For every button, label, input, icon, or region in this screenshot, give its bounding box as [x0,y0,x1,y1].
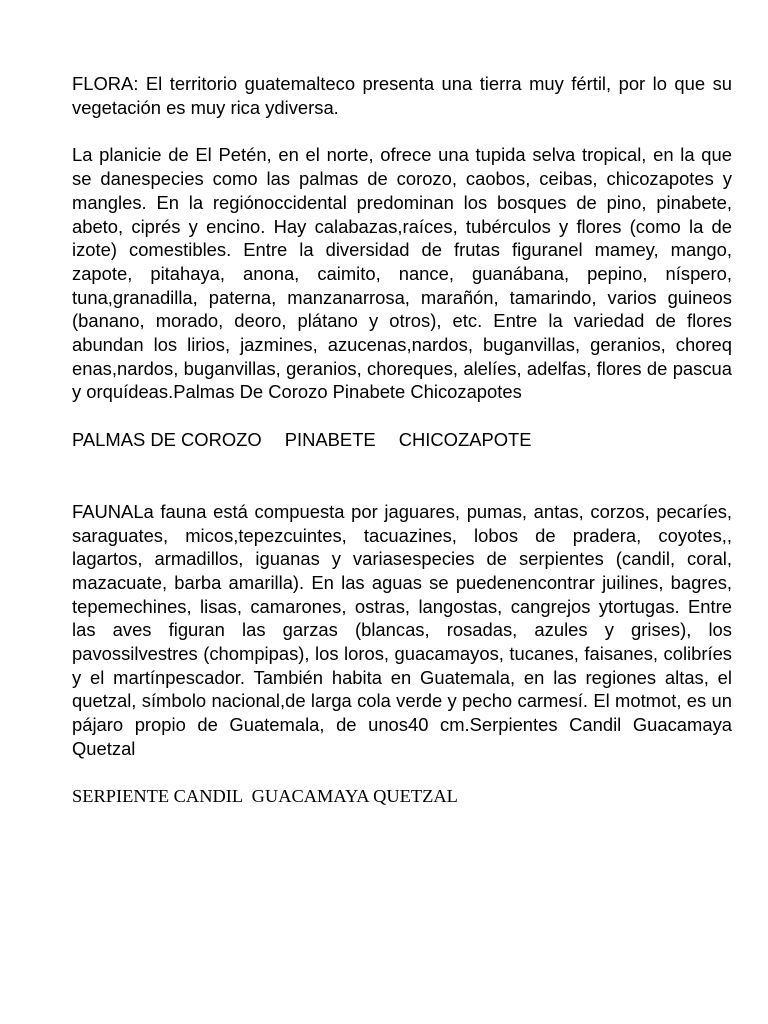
flora-intro-paragraph: FLORA: El territorio guatemalteco presenta una tierra muy fértil, por lo que su vegetación es muy rica ydiversa. [72,73,732,118]
flora-body-paragraph: La planicie de El Petén, en el norte, ofrece una tupida selva tropical, en la que se danespecies como las palmas de corozo, caobos, ceibas, chicozapotes y mangles. En la regiónoccidental predominan los bosques de pino, pinabete, abeto, ciprés y encino. Hay calabazas,raíces, tubérculos y flores (como la de izote) comestibles. Entre la diversidad de frutas figuranel mamey, mango, zapote, pitahaya, anona, caimito, nance, guanábana, pepino, níspero, tuna,granadilla, paterna, manzanarrosa, marañón, tamarindo, varios guineos (banano, morado, deoro, plátano y otros), etc. Entre la variedad de flores abundan los lirios, jazmines, azucenas,nardos, buganvillas, geranios, choreq enas,nardos, buganvillas, geranios, choreques, alelíes, adelfas, flores de pascua y orquídeas.Palmas De Corozo Pinabete Chicozapotes [72,144,732,403]
document-page [72,72,732,808]
caption-palmas-de-corozo: PALMAS DE COROZO [72,429,262,451]
flora-image-captions [72,428,732,452]
caption-pinabete: PINABETE [284,429,376,451]
fauna-body-paragraph: FAUNALa fauna está compuesta por jaguares, pumas, antas, corzos, pecaríes, saraguates, micos,tepezcuintes, tacuazines, lobos de pradera, coyotes,, lagartos, armadillos, iguanas y variasespecies de serpientes (candil, coral, mazacuate, barba amarilla). En las aguas se puedenencontrar juilines, bagres, tepemechines, lisas, camarones, ostras, langostas, cangrejos ytortugas. Entre las aves figuran las garzas (blancas, rosadas, azules y grises), los pavossilvestres (chompipas), los loros, guacamayos, tucanes, faisanes, colibríes y el martínpescador. También habita en Guatemala, en las regiones altas, el quetzal, símbolo nacional,de larga cola verde y pecho carmesí. El motmot, es un pájaro propio de Guatemala, de unos40 cm.Serpientes Candil Guacamaya Quetzal [72,500,732,759]
fauna-image-captions: SERPIENTE CANDIL GUACAMAYA QUETZAL [72,785,458,806]
caption-chicozapote: CHICOZAPOTE [398,429,532,451]
